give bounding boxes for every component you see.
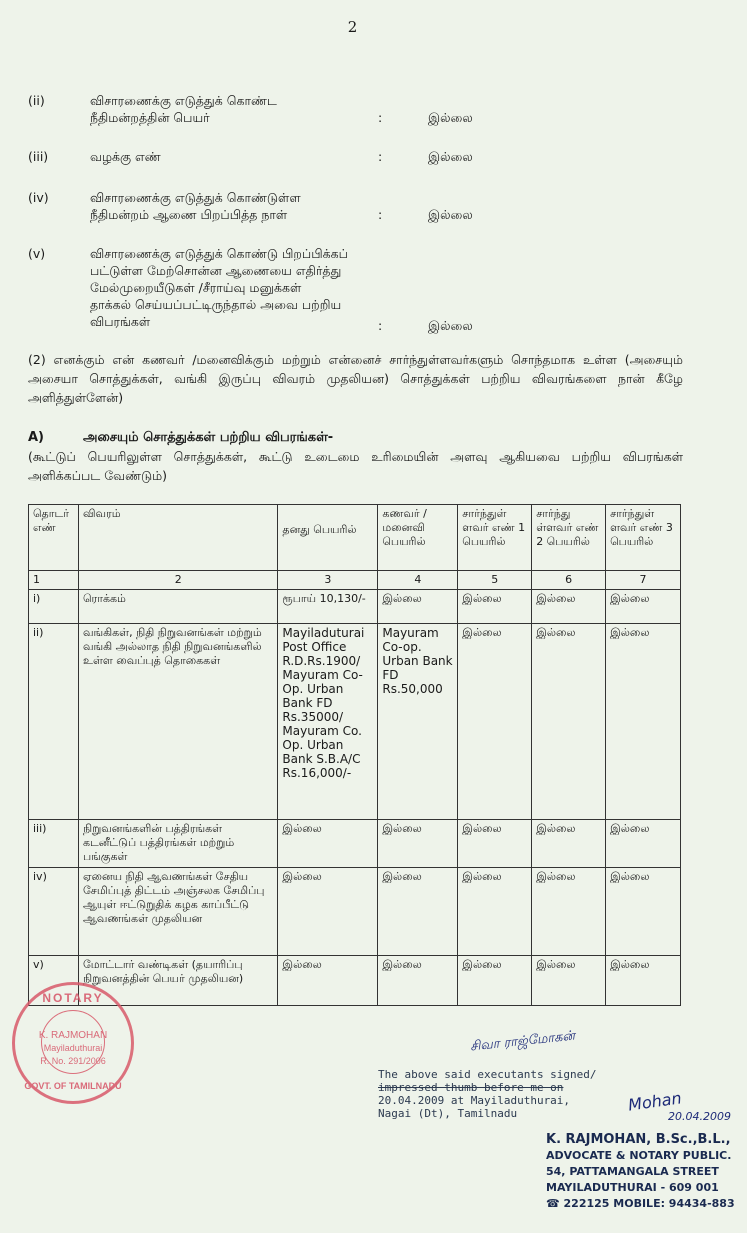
item-number: (ii) [28,93,45,108]
cert-line: impressed thumb before me on [378,1081,564,1094]
cert-line: The above said executants signed/ [378,1068,597,1081]
row-dep2: இல்லை [532,590,606,624]
row-sno: i) [29,590,79,624]
col-number: 7 [606,571,681,590]
item-colon: : [378,207,383,222]
row-desc: வங்கிகள், நிதி நிறுவனங்கள் மற்றும் வங்கி அல்லாத நிதி நிறுவனங்களில் உள்ள வைப்புத் தொகைகள் [78,624,277,820]
row-dep3: இல்லை [606,868,681,956]
section-note: (கூட்டுப் பெயரிலுள்ள சொத்துக்கள், கூட்டு உடைமை உரிமையின் அளவு ஆகியவை பற்றிய விபரங்கள் அளிக்கப்பட வேண்டும்) [28,449,683,483]
header-cell: விவரம் [78,505,277,571]
item-line: விபரங்கள் [90,314,151,329]
item-line: தாக்கல் செய்யப்பட்டிருந்தால் அவை பற்றிய [90,297,342,312]
declaration-paragraph: (2) எனக்கும் என் கணவர் /மனைவிக்கும் மற்றும் என்னைச் சார்ந்துள்ளவர்களும் சொந்தமாக உள்ள (அசையும் அசையா சொத்துக்கள், வங்கி இருப்பு விவரம் முதலியன) சொத்துக்கள் பற்றிய விவரங்களை நான் கீழே அளித்துள்ளேன்) [28,352,683,405]
movable-assets-table [28,504,681,1006]
item-line: விசாரணைக்கு எடுத்துக் கொண்டுள்ள [90,190,301,205]
header-cell: கணவர் / மனைவி பெயரில் [378,505,458,571]
item-colon: : [378,110,383,125]
row-dep1: இல்லை [458,590,532,624]
row-spouse: இல்லை [378,956,458,1006]
row-dep3: இல்லை [606,820,681,868]
table-header-row [29,505,681,571]
item-line: பட்டுள்ள மேற்சொன்ன ஆணையை எதிர்த்து [90,263,342,278]
header-cell: தனது பெயரில் [278,505,378,571]
notary-title: ADVOCATE & NOTARY PUBLIC. [546,1149,732,1162]
row-dep1: இல்லை [458,820,532,868]
signature-date: 20.04.2009 [668,1110,731,1123]
item-line: விசாரணைக்கு எடுத்துக் கொண்ட [90,93,277,108]
header-cell: சார்ந்து ள்ளவர் எண் 2 பெயரில் [532,505,606,571]
row-spouse: இல்லை [378,820,458,868]
row-desc: ரொக்கம் [78,590,277,624]
col-number: 2 [78,571,277,590]
item-line: வழக்கு எண் [90,149,161,164]
item-text [90,92,383,126]
item-colon: : [378,149,383,164]
item-number: (v) [28,246,46,261]
item-line: மேல்முறையீடுகள் /சீராய்வு மனுக்கள் [90,280,302,295]
notary-address: 54, PATTAMANGALA STREET [546,1165,719,1178]
item-line: விசாரணைக்கு எடுத்துக் கொண்டு பிறப்பிக்கப் [90,246,348,261]
row-dep2: இல்லை [532,624,606,820]
notary-phone: ☎ 222125 MOBILE: 94434-883 [546,1197,735,1210]
row-spouse: இல்லை [378,590,458,624]
notary-city: MAYILADUTHURAI - 609 001 [546,1181,719,1194]
item-answer: இல்லை [428,149,473,164]
executant-signature: சிவா ராஜ்மோகன் [469,1028,576,1055]
header-cell: சார்ந்துள் ளவர் எண் 3 பெயரில் [606,505,681,571]
row-dep1: இல்லை [458,868,532,956]
notary-stamp [546,1132,735,1212]
header-cell: சார்ந்துள் ளவர் எண் 1 பெயரில் [458,505,532,571]
seal-bottom-text: GOVT. OF TAMILNADU [24,1081,122,1091]
certification-stamp [378,1068,597,1120]
row-self: Mayiladuturai Post Office R.D.Rs.1900/ Mayuram Co-Op. Urban Bank FD Rs.35000/ Mayuram Co. Op. Urban Bank S.B.A/C Rs.16,000/- [278,624,378,820]
seal-reg: R. No. 291/2006 [40,1056,106,1066]
table-row [29,590,681,624]
column-number-row [29,571,681,590]
row-self: இல்லை [278,956,378,1006]
row-dep3: இல்லை [606,624,681,820]
notary-seal [12,982,134,1104]
item-answer: இல்லை [428,207,473,222]
row-dep1: இல்லை [458,956,532,1006]
table-row [29,624,681,820]
seal-place: Mayiladuthurai [43,1043,103,1053]
col-number: 1 [29,571,79,590]
col-number: 3 [278,571,378,590]
row-desc: மோட்டார் வண்டிகள் (தயாரிப்பு நிறுவனத்தின் பெயர் முதலியன) [78,956,277,1006]
row-self: ரூபாய் 10,130/- [278,590,378,624]
item-answer: இல்லை [428,110,473,125]
row-spouse: இல்லை [378,868,458,956]
section-heading [28,430,333,446]
col-number: 5 [458,571,532,590]
item-text [90,148,383,165]
cert-line: 20.04.2009 at Mayiladuthurai, [378,1094,571,1107]
row-dep1: இல்லை [458,624,532,820]
page-number: 2 [347,18,358,36]
notary-signature: Mohan [626,1088,683,1115]
notary-name: K. RAJMOHAN, B.Sc.,B.L., [546,1132,731,1147]
row-dep2: இல்லை [532,868,606,956]
cert-line: Nagai (Dt), Tamilnadu [378,1107,518,1120]
item-text [90,189,383,223]
seal-top-text: NOTARY [42,991,104,1005]
row-sno: v) [29,956,79,1006]
row-sno: iv) [29,868,79,956]
table-row [29,820,681,868]
item-number: (iv) [28,190,49,205]
row-desc: நிறுவனங்களின் பத்திரங்கள் கடனீட்டுப் பத்திரங்கள் மற்றும் பங்குகள் [78,820,277,868]
row-desc: ஏனைய நிதி ஆவணங்கள் சேதிய சேமிப்புத் திட்டம் அஞ்சலக சேமிப்பு ஆயுள் ஈட்டுறுதிக் கழக காப்பீட்டு ஆவணங்கள் முதலியன [78,868,277,956]
item-line: நீதிமன்றம் ஆணை பிறப்பித்த நாள் [90,207,288,222]
col-number: 4 [378,571,458,590]
row-sno: iii) [29,820,79,868]
header-cell: தொடர் எண் [29,505,79,571]
row-dep2: இல்லை [532,820,606,868]
section-title: அசையும் சொத்துக்கள் பற்றிய விபரங்கள்- [83,430,334,445]
row-self: இல்லை [278,820,378,868]
row-spouse: Mayuram Co-op. Urban Bank FD Rs.50,000 [378,624,458,820]
item-answer: இல்லை [428,318,473,333]
row-dep2: இல்லை [532,956,606,1006]
item-line: நீதிமன்றத்தின் பெயர் [90,110,210,125]
row-self: இல்லை [278,868,378,956]
section-label: A) [28,430,45,445]
item-colon: : [378,318,383,333]
col-number: 6 [532,571,606,590]
row-dep3: இல்லை [606,956,681,1006]
row-sno: ii) [29,624,79,820]
item-text [90,245,380,330]
seal-name: K. RAJMOHAN [38,1030,108,1041]
row-dep3: இல்லை [606,590,681,624]
table-row [29,868,681,956]
item-number: (iii) [28,149,49,164]
